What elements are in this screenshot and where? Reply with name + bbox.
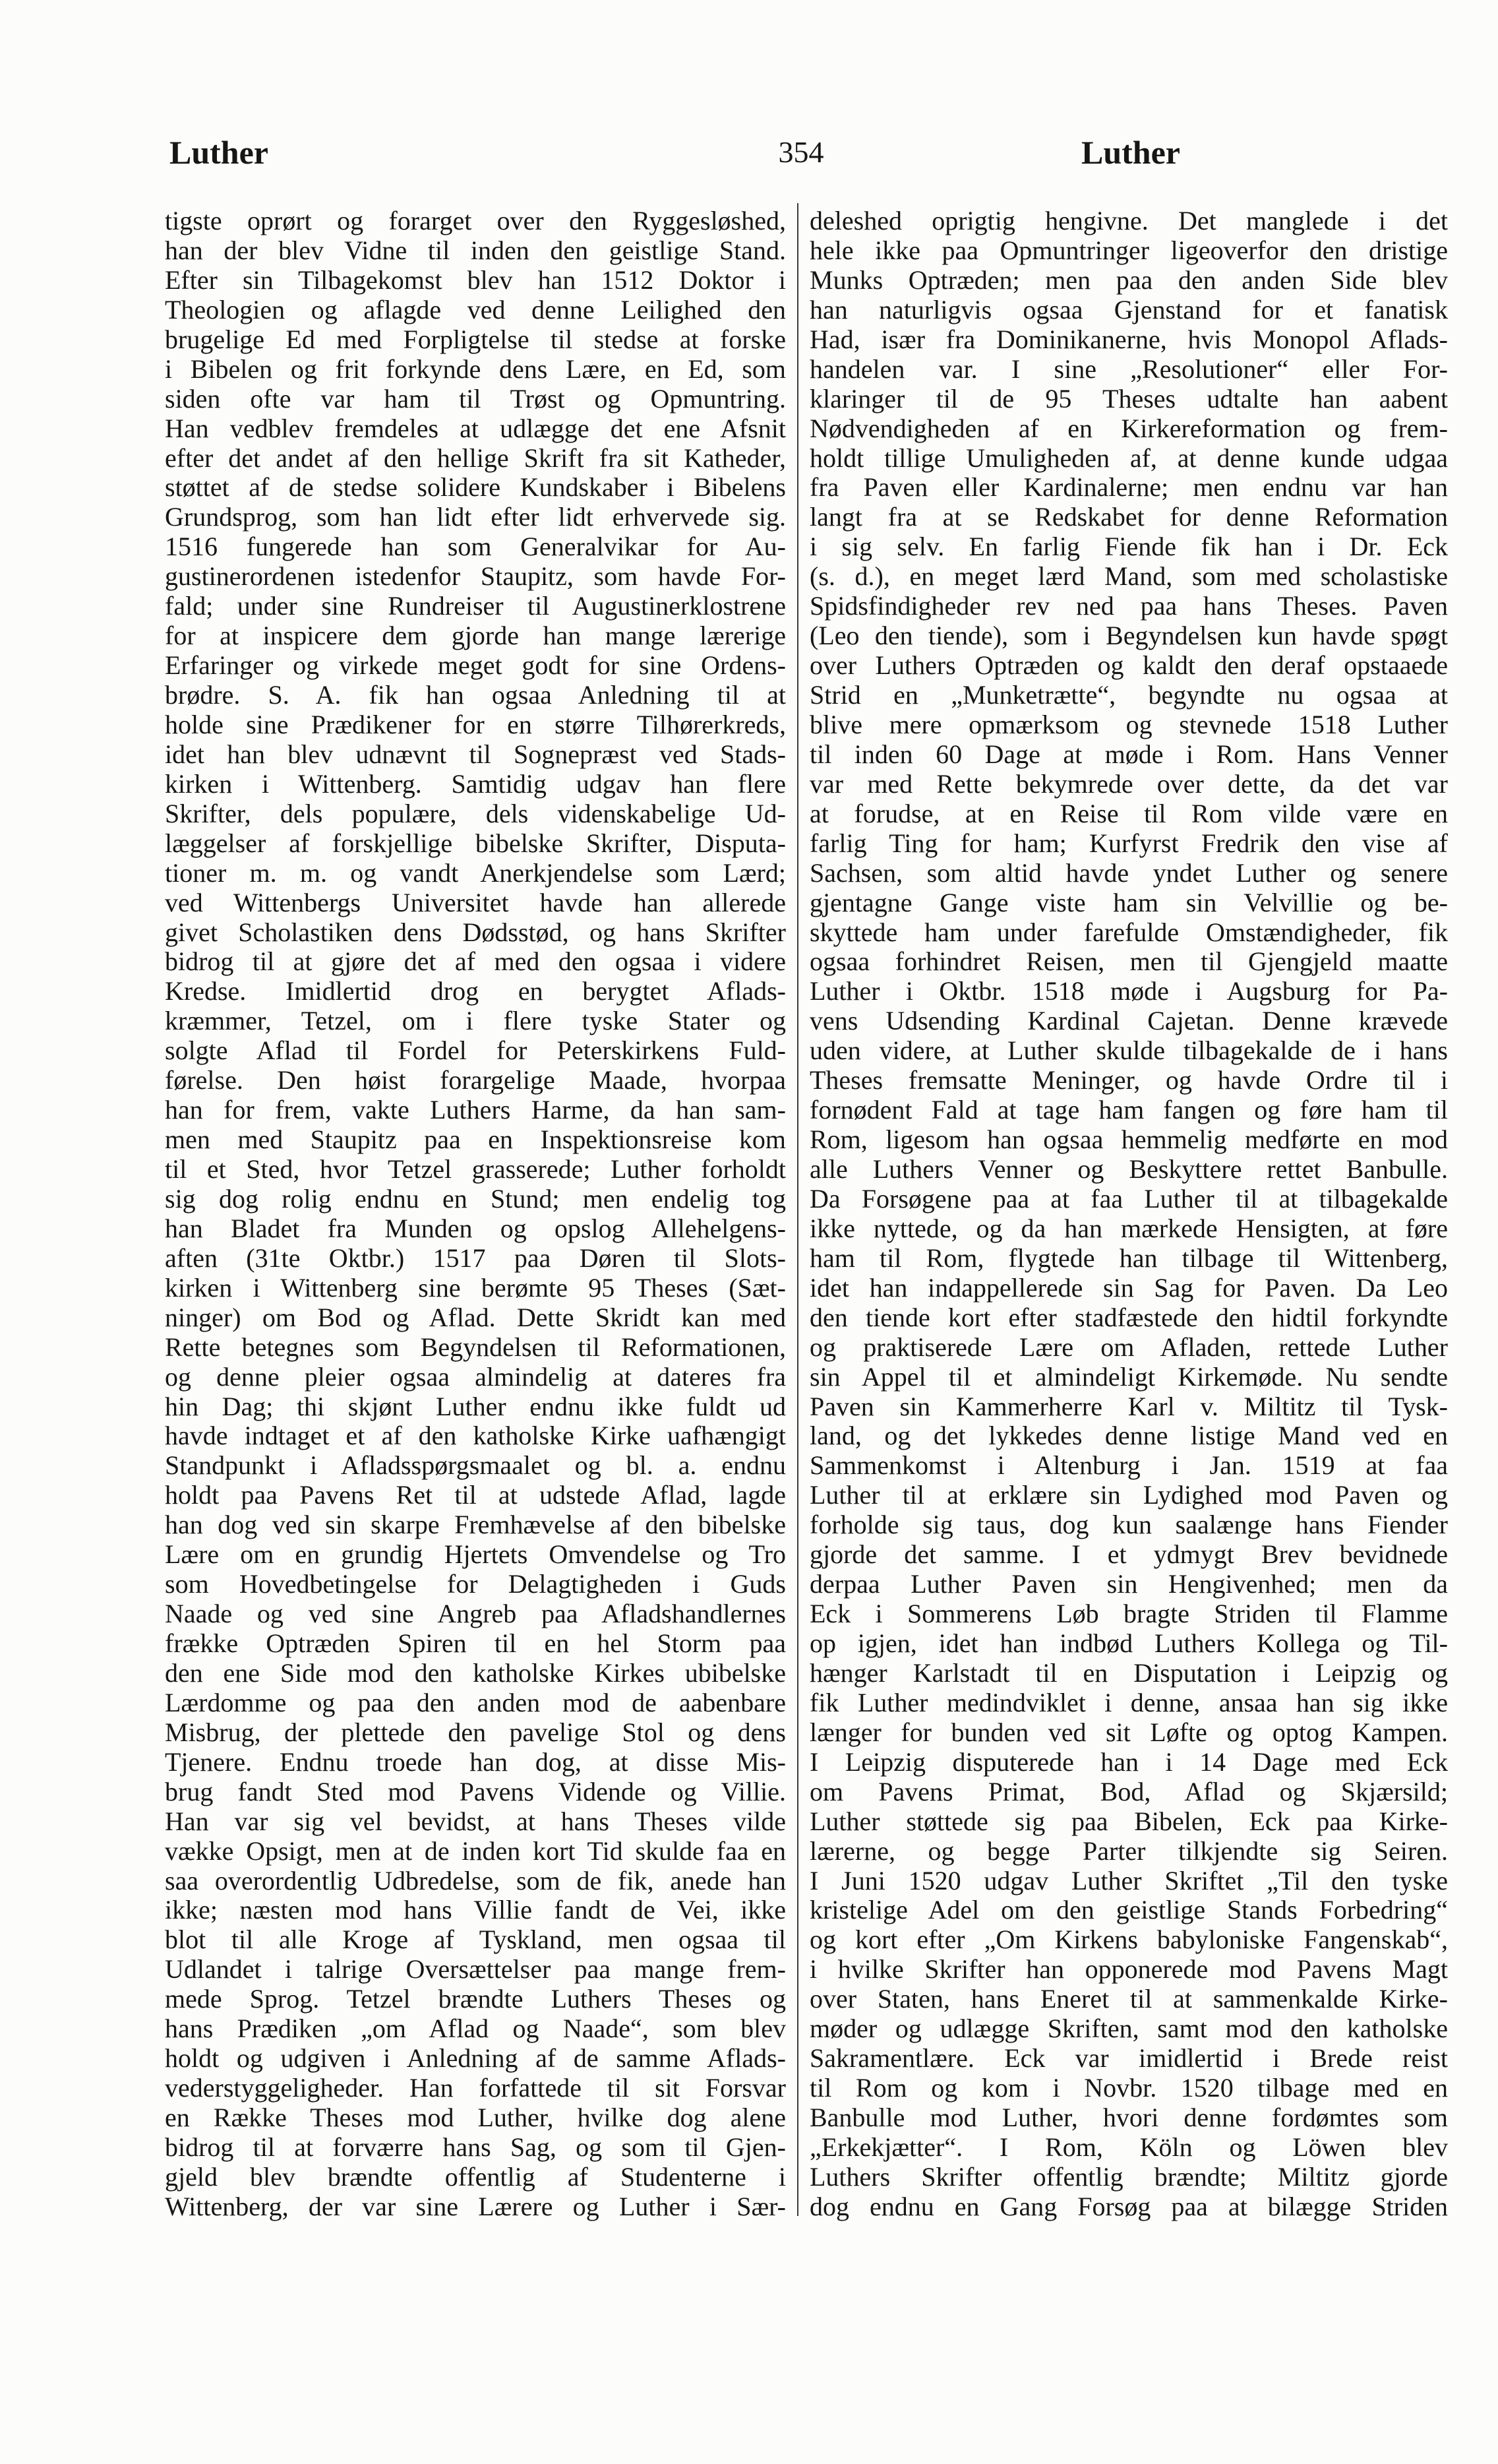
text-line: i sig selv. En farlig Fiende fik han i Dr. Eck [810, 532, 1448, 562]
text-line: I Juni 1520 udgav Luther Skriftet „Til den tyske [810, 1866, 1448, 1895]
text-line: Theses fremsatte Meninger, og havde Ordre til i [810, 1066, 1448, 1095]
text-line: solgte Aflad til Fordel for Peterskirkens Fuld- [165, 1036, 786, 1066]
text-line: givet Scholastiken dens Dødsstød, og hans Skrifter [165, 917, 786, 947]
text-line: møder og udlægge Skriften, samt mod den katholske [810, 2014, 1448, 2044]
text-line: Wittenberg, der var sine Lærere og Luther i Sær- [165, 2192, 786, 2221]
text-line: efter det andet af den hellige Skrift fra sit Katheder, [165, 443, 786, 473]
text-line: en Række Theses mod Luther, hvilke dog alene [165, 2103, 786, 2132]
text-line: han der blev Vidne til inden den geistlige Stand. [165, 235, 786, 265]
text-line: til Rom og kom i Novbr. 1520 tilbage med en [810, 2074, 1448, 2103]
text-line: den tiende kort efter stadfæstede den hidtil forkyndte [810, 1303, 1448, 1332]
text-line: Luther i Oktbr. 1518 møde i Augsburg for Pa- [810, 977, 1448, 1006]
text-line: blive mere opmærksom og stevnede 1518 Luther [810, 710, 1448, 739]
text-line: Udlandet i talrige Oversættelser paa mange frem- [165, 1955, 786, 1985]
text-line: ninger) om Bod og Aflad. Dette Skridt kan med [165, 1303, 786, 1332]
text-line: kirken i Wittenberg. Samtidig udgav han flere [165, 769, 786, 799]
column-divider [797, 203, 798, 2216]
text-line: som Hovedbetingelse for Delagtigheden i Guds [165, 1570, 786, 1599]
text-line: blot til alle Kroge af Tyskland, men ogsaa til [165, 1925, 786, 1955]
text-line: vens Udsending Kardinal Cajetan. Denne krævede [810, 1006, 1448, 1036]
text-line: brødre. S. A. fik han ogsaa Anledning til at [165, 681, 786, 710]
text-line: Standpunkt i Afladsspørgsmaalet og bl. a. endnu [165, 1451, 786, 1481]
text-line: Efter sin Tilbagekomst blev han 1512 Doktor i [165, 265, 786, 295]
text-line: fra Paven eller Kardinalerne; men endnu var han [810, 473, 1448, 503]
text-line: sin Appel til et almindeligt Kirkemøde. Nu sendte [810, 1362, 1448, 1392]
text-line: hænger Karlstadt til en Disputation i Leipzig og [810, 1658, 1448, 1688]
text-line: ikke; næsten mod hans Villie fandt de Vei, ikke [165, 1895, 786, 1925]
text-line: Had, især fra Dominikanerne, hvis Monopol Aflads- [810, 324, 1448, 354]
text-line: vederstyggeligheder. Han forfattede til sit Forsvar [165, 2074, 786, 2103]
text-line: om Pavens Primat, Bod, Aflad og Skjærsild; [810, 1777, 1448, 1806]
text-line: hans Prædiken „om Aflad og Naade“, som blev [165, 2014, 786, 2044]
text-line: deleshed oprigtig hengivne. Det manglede i det [810, 206, 1448, 235]
text-line: „Erkekjætter“. I Rom, Köln og Löwen blev [810, 2132, 1448, 2162]
text-line: Luther til at erklære sin Lydighed mod Paven og [810, 1481, 1448, 1510]
text-line: Theologien og aflagde ved denne Leilighed den [165, 295, 786, 324]
text-line: (Leo den tiende), som i Begyndelsen kun havde spøgt [810, 621, 1448, 651]
text-line: ved Wittenbergs Universitet havde han allerede [165, 888, 786, 917]
text-line: Paven sin Kammerherre Karl v. Miltitz til Tysk- [810, 1392, 1448, 1421]
text-line: gjorde det samme. I et ydmygt Brev bevidnede [810, 1540, 1448, 1570]
text-line: ikke nyttede, og da han mærkede Hensigten, at føre [810, 1214, 1448, 1243]
text-line: op igjen, idet han indbød Luthers Kollega og Til- [810, 1629, 1448, 1658]
running-head-left: Luther [169, 134, 268, 171]
text-line: langt fra at se Redskabet for denne Reformation [810, 503, 1448, 532]
text-line: ogsaa forhindret Reisen, men til Gjengjeld maatte [810, 947, 1448, 977]
text-line: kræmmer, Tetzel, om i flere tyske Stater og [165, 1006, 786, 1036]
text-line: i hvilke Skrifter han opponerede mod Pavens Magt [810, 1955, 1448, 1985]
text-line: tigste oprørt og forarget over den Ryggesløshed, [165, 206, 786, 235]
text-line: holdt tillige Umuligheden af, at denne kunde udgaa [810, 443, 1448, 473]
text-line: Luther støttede sig paa Bibelen, Eck paa Kirke- [810, 1806, 1448, 1836]
text-line: Eck i Sommerens Løb bragte Striden til Flamme [810, 1599, 1448, 1629]
text-line: fik Luther medindviklet i denne, ansaa han sig ikke [810, 1688, 1448, 1717]
text-line: holdt og udgiven i Anledning af de samme Aflads- [165, 2044, 786, 2074]
text-line: brugelige Ed med Forpligtelse til stedse at forske [165, 324, 786, 354]
text-line: frække Optræden Spiren til en hel Storm paa [165, 1629, 786, 1658]
text-line: Tjenere. Endnu troede han dog, at disse Mis- [165, 1747, 786, 1777]
text-line: men med Staupitz paa en Inspektionsreise kom [165, 1125, 786, 1155]
text-line: kirken i Wittenberg sine berømte 95 Theses (Sæt- [165, 1273, 786, 1303]
text-line: handelen var. I sine „Resolutioner“ eller For- [810, 354, 1448, 384]
text-line: kristelige Adel om den geistlige Stands Forbedring“ [810, 1895, 1448, 1925]
text-line: Han vedblev fremdeles at udlægge det ene Afsnit [165, 414, 786, 443]
text-line: ham til Rom, flygtede han tilbage til Wittenberg, [810, 1243, 1448, 1273]
right-column [810, 206, 1448, 2222]
text-line: brug fandt Sted mod Pavens Vidende og Villie. [165, 1777, 786, 1806]
text-line: Rom, ligesom han ogsaa hemmelig medførte en mod [810, 1125, 1448, 1155]
text-line: den ene Side mod den katholske Kirkes ubibelske [165, 1658, 786, 1688]
text-line: og denne pleier ogsaa almindelig at dateres fra [165, 1362, 786, 1392]
text-line: holdt paa Pavens Ret til at udstede Aflad, lagde [165, 1481, 786, 1510]
text-line: lærerne, og begge Parter tilkjendte sig Seiren. [810, 1836, 1448, 1866]
text-line: Naade og ved sine Angreb paa Afladshandlernes [165, 1599, 786, 1629]
text-line: læggelser af forskjellige bibelske Skrifter, Disputa- [165, 828, 786, 858]
text-line: fornødent Fald at tage ham fangen og føre ham til [810, 1095, 1448, 1125]
text-line: Misbrug, der plettede den pavelige Stol og dens [165, 1717, 786, 1747]
text-line: og kort efter „Om Kirkens babyloniske Fangenskab“, [810, 1925, 1448, 1955]
text-line: derpaa Luther Paven sin Hengivenhed; men da [810, 1570, 1448, 1599]
text-line: over Luthers Optræden og kaldt den deraf opstaaede [810, 651, 1448, 681]
text-line: Rette betegnes som Begyndelsen til Reformationen, [165, 1332, 786, 1362]
text-line: land, og det lykkedes denne listige Mand ved en [810, 1421, 1448, 1451]
text-line: Grundsprog, som han lidt efter lidt erhvervede sig. [165, 503, 786, 532]
text-line: klaringer til de 95 Theses udtalte han aabent [810, 384, 1448, 414]
left-column [165, 206, 786, 2222]
text-line: han Bladet fra Munden og opslog Allehelgens- [165, 1214, 786, 1243]
text-line: I Leipzig disputerede han i 14 Dage med Eck [810, 1747, 1448, 1777]
text-line: aften (31te Oktbr.) 1517 paa Døren til Slots- [165, 1243, 786, 1273]
text-line: vække Opsigt, men at de inden kort Tid skulde faa en [165, 1836, 786, 1866]
text-line: Sachsen, som altid havde yndet Luther og senere [810, 858, 1448, 888]
text-line: idet han blev udnævnt til Sognepræst ved Stads- [165, 739, 786, 769]
text-line: at forudse, at en Reise til Rom vilde være en [810, 799, 1448, 828]
text-line: Da Forsøgene paa at faa Luther til at tilbagekalde [810, 1184, 1448, 1214]
text-line: han dog ved sin skarpe Fremhævelse af den bibelske [165, 1510, 786, 1540]
text-line: forholde sig taus, dog kun saalænge hans Fiender [810, 1510, 1448, 1540]
text-line: Spidsfindigheder rev ned paa hans Theses. Paven [810, 592, 1448, 621]
text-line: sig dog rolig endnu en Stund; men endelig tog [165, 1184, 786, 1214]
text-line: støttet af de stedse solidere Kundskaber i Bibelens [165, 473, 786, 503]
text-line: Strid en „Munketrætte“, begyndte nu ogsaa at [810, 681, 1448, 710]
text-line: fald; under sine Rundreiser til Augustinerklostrene [165, 592, 786, 621]
text-line: og praktiserede Lære om Afladen, rettede Luther [810, 1332, 1448, 1362]
text-line: Nødvendigheden af en Kirkereformation og frem- [810, 414, 1448, 443]
text-line: bidrog til at forværre hans Sag, og som til Gjen- [165, 2132, 786, 2162]
text-line: Munks Optræden; men paa den anden Side blev [810, 265, 1448, 295]
text-line: var med Rette bekymrede over dette, da det var [810, 769, 1448, 799]
text-line: havde indtaget et af den katholske Kirke uafhængigt [165, 1421, 786, 1451]
text-line: skyttede ham under farefulde Omstændigheder, fik [810, 917, 1448, 947]
text-line: gjeld blev brændte offentlig af Studenterne i [165, 2162, 786, 2192]
text-line: gjentagne Gange viste ham sin Velvillie og be- [810, 888, 1448, 917]
text-line: siden ofte var ham til Trøst og Opmuntring. [165, 384, 786, 414]
running-head-right: Luther [1081, 134, 1180, 171]
text-line: for at inspicere dem gjorde han mange lærerige [165, 621, 786, 651]
text-line: holde sine Prædikener for en større Tilhørerkreds, [165, 710, 786, 739]
text-line: (s. d.), en meget lærd Mand, som med scholastiske [810, 562, 1448, 592]
text-line: bidrog til at gjøre det af med den ogsaa i videre [165, 947, 786, 977]
text-line: uden videre, at Luther skulde tilbagekalde de i hans [810, 1036, 1448, 1066]
text-line: Kredse. Imidlertid drog en berygtet Aflads- [165, 977, 786, 1006]
text-line: Lærdomme og paa den anden mod de aabenbare [165, 1688, 786, 1717]
text-line: gustinerordenen istedenfor Staupitz, som havde For- [165, 562, 786, 592]
text-line: Sakramentlære. Eck var imidlertid i Brede reist [810, 2044, 1448, 2074]
text-line: i Bibelen og frit forkynde dens Lære, en Ed, som [165, 354, 786, 384]
text-line: farlig Ting for ham; Kurfyrst Fredrik den vise af [810, 828, 1448, 858]
text-line: Banbulle mod Luther, hvori denne fordømtes som [810, 2103, 1448, 2132]
text-line: førelse. Den høist forargelige Maade, hvorpaa [165, 1066, 786, 1095]
text-line: til et Sted, hvor Tetzel grasserede; Luther forholdt [165, 1155, 786, 1184]
page-number: 354 [778, 135, 824, 169]
text-line: alle Luthers Venner og Beskyttere rettet Banbulle. [810, 1155, 1448, 1184]
text-line: han naturligvis ogsaa Gjenstand for et fanatisk [810, 295, 1448, 324]
text-line: tioner m. m. og vandt Anerkjendelse som Lærd; [165, 858, 786, 888]
text-line: Erfaringer og virkede meget godt for sine Ordens- [165, 651, 786, 681]
text-line: Sammenkomst i Altenburg i Jan. 1519 at faa [810, 1451, 1448, 1481]
text-line: idet han indappellerede sin Sag for Paven. Da Leo [810, 1273, 1448, 1303]
text-line: Skrifter, dels populære, dels videnskabelige Ud- [165, 799, 786, 828]
text-line: mede Sprog. Tetzel brændte Luthers Theses og [165, 1985, 786, 2014]
text-line: dog endnu en Gang Forsøg paa at bilægge Striden [810, 2192, 1448, 2221]
text-line: hin Dag; thi skjønt Luther endnu ikke fuldt ud [165, 1392, 786, 1421]
text-line: hele ikke paa Opmuntringer ligeoverfor den dristige [810, 235, 1448, 265]
text-line: Luthers Skrifter offentlig brændte; Miltitz gjorde [810, 2162, 1448, 2192]
text-line: Han var sig vel bevidst, at hans Theses vilde [165, 1806, 786, 1836]
text-line: længer for bunden ved sit Løfte og optog Kampen. [810, 1717, 1448, 1747]
text-line: saa overordentlig Udbredelse, som de fik, anede han [165, 1866, 786, 1895]
text-line: over Staten, hans Eneret til at sammenkalde Kirke- [810, 1985, 1448, 2014]
text-line: 1516 fungerede han som Generalvikar for Au- [165, 532, 786, 562]
text-line: Lære om en grundig Hjertets Omvendelse og Tro [165, 1540, 786, 1570]
text-line: til inden 60 Dage at møde i Rom. Hans Venner [810, 739, 1448, 769]
text-line: han for frem, vakte Luthers Harme, da han sam- [165, 1095, 786, 1125]
